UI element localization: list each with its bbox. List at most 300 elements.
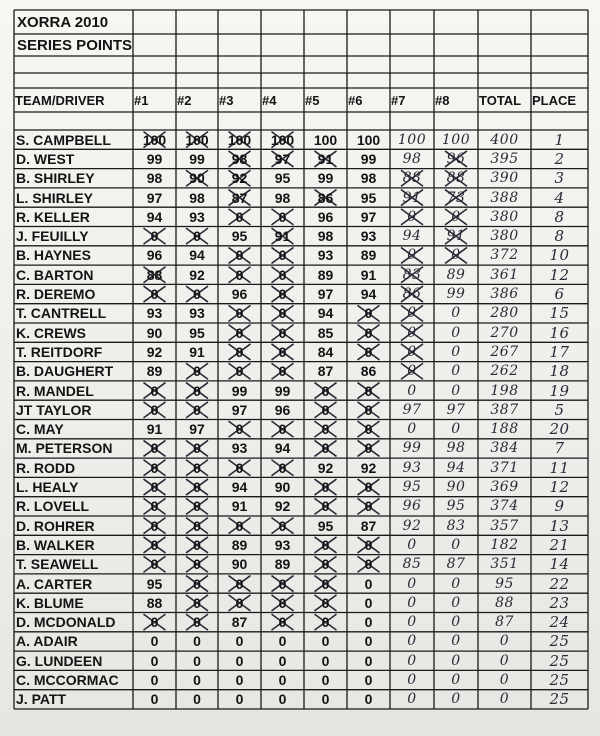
place-value: 25 [549,690,570,709]
race-points: 0 [407,305,417,322]
race-points: 90 [189,170,205,187]
race-points: 0 [150,498,159,515]
race-points: 94 [402,228,422,245]
race-points: 96 [402,498,422,515]
race-points: 0 [235,575,244,592]
race-points: 87 [446,556,466,573]
race-points: 0 [407,633,417,650]
race-points: 0 [278,575,287,592]
race-points: 0 [235,247,244,264]
race-points: 0 [150,459,159,476]
race-points: 0 [278,324,287,341]
place-value: 16 [549,323,570,342]
race-points: 0 [451,633,461,650]
race-points: 0 [364,691,373,708]
column-header: #2 [177,92,192,108]
race-points: 0 [321,401,330,418]
total-points: 0 [499,633,510,650]
race-points: 94 [189,247,205,264]
race-points: 93 [189,208,205,225]
race-points: 86 [360,363,377,380]
race-points: 0 [193,672,201,689]
total-points: 351 [490,556,519,573]
race-points: 87 [360,517,377,534]
race-points: 85 [317,324,334,341]
driver-name: K. BLUME [16,594,84,611]
race-points: 92 [360,459,377,476]
driver-name: G. LUNDEEN [16,652,103,669]
race-points: 0 [193,517,201,534]
race-points: 0 [193,440,201,457]
race-points: 0 [364,672,373,689]
race-points: 0 [150,479,159,496]
place-value: 18 [549,362,570,381]
race-points: 97 [402,401,422,418]
driver-name: L. HEALY [16,479,79,496]
race-points: 0 [364,614,373,631]
driver-name: B. HAYNES [16,247,91,264]
race-points: 0 [364,324,373,341]
race-points: 0 [451,672,461,689]
race-points: 0 [407,343,417,360]
place-value: 23 [549,593,570,612]
race-points: 0 [451,324,461,341]
race-points: 98 [231,150,248,167]
race-points: 93 [402,459,422,476]
race-points: 90 [274,479,291,496]
total-points: 369 [490,479,519,496]
race-points: 89 [446,266,466,283]
race-points: 0 [407,208,417,225]
race-points: 96 [274,401,291,418]
race-points: 0 [235,652,244,669]
total-points: 262 [490,363,519,380]
race-points: 0 [150,401,159,418]
race-points: 93 [231,440,248,457]
race-points: 73 [446,189,466,206]
race-points: 97 [274,150,291,167]
race-points: 87 [317,363,334,380]
race-points: 0 [193,401,201,418]
race-points: 0 [193,594,201,611]
total-points: 280 [490,305,519,322]
race-points: 0 [235,363,244,380]
race-points: 0 [235,421,244,438]
race-points: 90 [231,556,248,573]
race-points: 0 [364,479,373,496]
place-value: 17 [549,342,570,361]
place-value: 10 [549,246,570,265]
race-points: 93 [274,536,291,553]
race-points: 84 [317,343,334,360]
race-points: 0 [364,440,373,457]
race-points: 95 [274,170,291,187]
race-points: 0 [364,575,373,592]
race-points: 0 [278,517,287,534]
race-points: 0 [193,614,201,631]
race-points: 93 [360,228,377,245]
place-value: 25 [549,671,570,690]
race-points: 96 [231,286,248,303]
race-points: 0 [321,633,330,650]
race-points: 0 [235,594,244,611]
race-points: 87 [231,189,248,206]
total-points: 387 [490,401,519,418]
race-points: 89 [317,266,334,283]
race-points: 0 [150,228,159,245]
race-points: 0 [193,459,201,476]
race-points: 0 [150,286,159,303]
race-points: 0 [278,633,287,650]
race-points: 0 [193,286,201,303]
race-points: 0 [451,614,461,631]
race-points: 0 [278,208,287,225]
race-points: 0 [364,652,373,669]
race-points: 0 [321,536,330,553]
column-header: #3 [219,92,234,108]
driver-name: B. WALKER [16,536,95,553]
driver-name: C. MAY [16,421,64,438]
place-value: 14 [549,555,570,574]
driver-name: A. CARTER [16,575,93,592]
race-points: 94 [360,286,377,303]
race-points: 0 [278,266,287,283]
race-points: 0 [321,479,330,496]
total-points: 87 [495,614,514,631]
total-points: 267 [490,343,519,360]
driver-name: M. PETERSON [16,440,113,457]
race-points: 88 [402,170,422,187]
race-points: 0 [451,305,461,322]
driver-name: D. ROHRER [16,517,95,534]
total-points: 386 [490,286,519,303]
driver-name: C. MCCORMAC [16,672,119,689]
race-points: 0 [193,382,201,399]
total-points: 357 [490,517,519,534]
race-points: 99 [317,170,334,187]
total-points: 88 [495,594,514,611]
race-points: 0 [451,536,461,553]
total-points: 380 [490,228,519,245]
race-points: 100 [441,131,471,148]
race-points: 92 [189,266,205,283]
race-points: 0 [278,343,287,360]
race-points: 0 [278,421,287,438]
race-points: 95 [446,498,466,515]
race-points: 86 [402,286,422,303]
total-points: 388 [490,189,519,206]
race-points: 96 [446,150,466,167]
race-points: 89 [360,247,377,264]
column-header: #1 [134,92,149,108]
race-points: 0 [451,691,461,708]
race-points: 95 [360,189,377,206]
race-points: 90 [446,479,466,496]
total-points: 374 [490,498,519,515]
race-points: 0 [193,363,201,380]
race-points: 93 [317,247,334,264]
race-points: 92 [146,343,163,360]
race-points: 0 [407,691,417,708]
race-points: 91 [231,498,248,515]
race-points: 92 [274,498,291,515]
race-points: 0 [321,614,330,631]
race-points: 99 [360,150,377,167]
race-points: 0 [278,652,287,669]
race-points: 0 [235,305,244,322]
race-points: 97 [360,208,377,225]
race-points: 0 [407,382,417,399]
race-points: 97 [146,189,163,206]
race-points: 0 [278,691,287,708]
race-points: 0 [407,247,417,264]
place-value: 2 [554,149,565,168]
race-points: 100 [270,131,295,148]
race-points: 0 [451,363,461,380]
race-points: 91 [360,266,377,283]
race-points: 0 [321,556,330,573]
race-points: 98 [274,189,291,206]
race-points: 83 [402,266,422,283]
race-points: 88 [446,170,466,187]
race-points: 98 [360,170,377,187]
driver-name: R. LOVELL [16,498,90,515]
driver-name: T. CANTRELL [16,305,107,322]
race-points: 92 [402,517,422,534]
place-value: 22 [549,574,570,593]
race-points: 0 [150,536,159,553]
race-points: 0 [193,652,201,669]
place-value: 8 [554,227,565,246]
race-points: 86 [317,189,334,206]
race-points: 0 [278,286,287,303]
column-header: #8 [435,92,450,108]
race-points: 0 [150,614,159,631]
race-points: 0 [407,652,417,669]
column-header: #4 [262,92,277,108]
race-points: 0 [193,536,201,553]
race-points: 0 [193,691,201,708]
race-points: 85 [402,556,422,573]
race-points: 0 [407,594,417,611]
column-header: #7 [391,92,406,108]
place-value: 25 [549,632,570,651]
sheet-title: XORRA 2010 [17,13,109,31]
total-points: 270 [490,324,519,341]
driver-name: S. CAMPBELL [16,131,111,148]
place-value: 6 [554,285,565,304]
place-value: 1 [554,130,565,149]
race-points: 0 [278,614,287,631]
race-points: 0 [278,672,287,689]
race-points: 0 [407,536,417,553]
column-header: TEAM/DRIVER [15,92,105,108]
race-points: 0 [407,672,417,689]
race-points: 0 [451,652,461,669]
place-value: 4 [554,188,565,207]
place-value: 12 [549,478,570,497]
column-header: PLACE [532,92,577,108]
race-points: 99 [402,440,422,457]
race-points: 99 [274,382,291,399]
race-points: 0 [235,672,244,689]
race-points: 0 [150,556,159,573]
race-points: 94 [446,459,466,476]
race-points: 97 [231,401,248,418]
driver-name: T. REITDORF [16,343,103,360]
driver-name: A. ADAIR [16,633,78,650]
race-points: 0 [321,691,330,708]
race-points: 94 [274,440,291,457]
race-points: 0 [278,459,287,476]
race-points: 100 [313,131,338,148]
race-points: 0 [193,633,201,650]
total-points: 0 [499,672,510,689]
race-points: 0 [451,208,461,225]
race-points: 97 [446,401,466,418]
race-points: 0 [278,594,287,611]
race-points: 0 [407,614,417,631]
race-points: 83 [446,517,466,534]
race-points: 95 [231,228,248,245]
place-value: 11 [549,458,570,477]
place-value: 24 [549,613,570,632]
race-points: 0 [193,575,201,592]
race-points: 0 [321,421,330,438]
race-points: 0 [364,633,373,650]
race-points: 0 [278,363,287,380]
race-points: 99 [446,286,466,303]
race-points: 0 [407,363,417,380]
race-points: 0 [451,343,461,360]
race-points: 87 [231,614,248,631]
place-value: 8 [554,207,565,226]
race-points: 89 [146,363,163,380]
driver-name: K. CREWS [16,324,86,341]
column-header: TOTAL [479,92,522,108]
driver-name: R. KELLER [16,208,90,225]
race-points: 93 [146,305,163,322]
race-points: 0 [235,343,244,360]
driver-name: D. MCDONALD [16,614,116,631]
place-value: 7 [554,439,565,458]
race-points: 0 [321,652,330,669]
total-points: 380 [490,208,519,225]
race-points: 0 [193,228,201,245]
place-value: 15 [549,304,570,323]
race-points: 0 [235,633,244,650]
race-points: 0 [235,691,244,708]
place-value: 25 [549,651,570,670]
total-points: 0 [499,691,510,708]
driver-name: R. MANDEL [16,382,94,399]
race-points: 91 [317,150,334,167]
race-points: 91 [274,228,291,245]
race-points: 99 [189,150,205,167]
total-points: 395 [490,150,519,167]
race-points: 0 [364,556,373,573]
race-points: 95 [146,575,163,592]
race-points: 100 [185,131,209,148]
race-points: 93 [189,305,205,322]
race-points: 97 [189,421,205,438]
race-points: 0 [364,305,373,322]
total-points: 361 [490,266,519,283]
driver-name: B. SHIRLEY [16,170,95,187]
driver-name: T. SEAWELL [16,556,99,573]
race-points: 0 [451,421,461,438]
race-points: 0 [451,382,461,399]
driver-name: D. WEST [16,150,75,167]
race-points: 94 [317,305,334,322]
race-points: 0 [364,421,373,438]
driver-name: R. RODD [16,459,76,476]
race-points: 0 [321,440,330,457]
total-points: 198 [490,382,519,399]
total-points: 372 [490,247,519,264]
race-points: 100 [356,131,381,148]
race-points: 97 [317,286,334,303]
total-points: 400 [490,131,519,148]
race-points: 0 [407,324,417,341]
race-points: 91 [146,421,163,438]
total-points: 95 [495,575,514,592]
race-points: 0 [407,421,417,438]
race-points: 0 [407,575,417,592]
race-points: 0 [150,633,159,650]
race-points: 0 [235,459,244,476]
race-points: 100 [142,131,167,148]
race-points: 0 [150,672,159,689]
total-points: 188 [490,421,519,438]
driver-name: B. DAUGHERT [16,363,114,380]
race-points: 0 [364,594,373,611]
race-points: 0 [150,691,159,708]
race-points: 94 [146,208,163,225]
race-points: 98 [402,150,422,167]
place-value: 13 [549,516,570,535]
race-points: 99 [146,150,163,167]
race-points: 0 [321,672,330,689]
race-points: 0 [321,498,330,515]
race-points: 0 [235,324,244,341]
race-points: 0 [321,575,330,592]
race-points: 88 [146,266,163,283]
race-points: 0 [278,305,287,322]
race-points: 0 [193,498,201,515]
total-points: 182 [490,536,519,553]
driver-name: JT TAYLOR [16,401,92,418]
total-points: 0 [499,652,510,669]
race-points: 89 [274,556,291,573]
race-points: 0 [150,440,159,457]
race-points: 96 [317,208,334,225]
place-value: 20 [549,420,570,439]
place-value: 21 [549,535,570,554]
race-points: 96 [146,247,163,264]
driver-name: J. FEUILLY [16,228,89,245]
race-points: 0 [193,556,201,573]
race-points: 92 [317,459,334,476]
race-points: 100 [397,131,427,148]
sheet-subtitle: SERIES POINTS [17,36,133,54]
race-points: 99 [231,382,248,399]
race-points: 0 [235,208,244,225]
place-value: 5 [554,400,565,419]
race-points: 0 [364,382,373,399]
race-points: 0 [451,575,461,592]
race-points: 0 [321,382,330,399]
